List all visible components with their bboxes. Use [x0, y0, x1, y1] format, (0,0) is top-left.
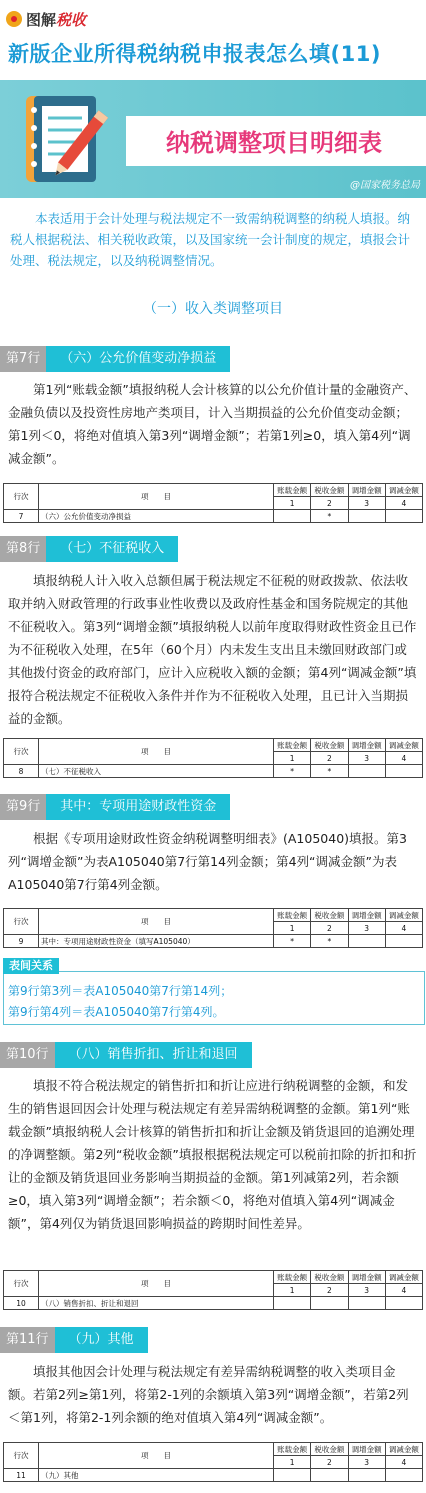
table-header-ord: 行次: [4, 739, 39, 765]
table-cell-item: （七）不征税收入: [39, 765, 274, 778]
row-11-table: [3, 1442, 423, 1482]
row-11-heading: [0, 1327, 148, 1353]
table-col-num: 3: [348, 497, 385, 510]
row-9-heading: [0, 794, 230, 820]
row-11-description: 填报其他因会计处理与税法规定有差异需纳税调整的收入类项目金额。若第2列≥第1列，将第2-1列的余额填入第3列“调增金额”，若第2列＜第1列，将第2-1列余额的绝对值填入第4列“调减金额”。: [8, 1364, 409, 1425]
table-cell: [274, 510, 311, 523]
relation-line-1: 第9行第3列＝表A105040第7行第14列；: [8, 984, 233, 998]
table-cell: [274, 1297, 311, 1310]
table-col-num: 3: [348, 1284, 385, 1297]
table-cell: [348, 935, 385, 948]
table-row: [4, 1297, 423, 1310]
table-header-c4: 调减金额: [385, 1443, 422, 1456]
table-cell: [348, 510, 385, 523]
table-header-c1: 账载金额: [274, 909, 311, 922]
row-8-heading: [0, 536, 178, 562]
table-cell: *: [274, 765, 311, 778]
table-col-num: 2: [311, 922, 348, 935]
row-title: （六）公允价值变动净损益: [46, 346, 230, 372]
table-col-num: 4: [385, 1284, 422, 1297]
table-row: [4, 510, 423, 523]
notebook-pencil-icon: [20, 88, 116, 188]
table-header-item: 项 目: [39, 739, 274, 765]
table-col-num: 1: [274, 1456, 311, 1469]
row-number: 第8行: [0, 536, 46, 562]
table-header-c4: 调减金额: [385, 484, 422, 497]
brand-prefix: 图解: [26, 11, 57, 29]
banner-title: 纳税调整项目明细表: [166, 129, 382, 157]
table-row: [4, 1469, 423, 1482]
row-9-description: 根据《专项用途财政性资金纳税调整明细表》(A105040)填报。第3列“调增金额”为表A105040第7行第14列金额；第4列“调减金额”为表A105040第7行第4列金额。: [8, 831, 407, 892]
banner-title-panel: [126, 116, 426, 166]
banner: [0, 80, 426, 198]
table-header-c3: 调增金额: [348, 1271, 385, 1284]
table-cell-item: （八）销售折扣、折让和退回: [39, 1297, 274, 1310]
row-number: 第11行: [0, 1327, 55, 1353]
table-cell-ord: 7: [4, 510, 39, 523]
table-header-c1: 账载金额: [274, 484, 311, 497]
table-cell: *: [311, 935, 348, 948]
table-col-num: 1: [274, 752, 311, 765]
table-header-item: 项 目: [39, 909, 274, 935]
table-cell: [385, 935, 422, 948]
table-col-num: 3: [348, 752, 385, 765]
table-header-c2: 税收金额: [311, 484, 348, 497]
row-title: （九）其他: [55, 1327, 148, 1353]
brand-logo-icon: [6, 11, 22, 27]
table-header-c4: 调减金额: [385, 909, 422, 922]
table-col-num: 4: [385, 922, 422, 935]
table-header-c2: 税收金额: [311, 1271, 348, 1284]
table-header-c3: 调增金额: [348, 739, 385, 752]
table-header-item: 项 目: [39, 1271, 274, 1297]
table-header-c3: 调增金额: [348, 1443, 385, 1456]
table-header-c2: 税收金额: [311, 1443, 348, 1456]
brand-logo: [26, 9, 86, 30]
table-cell: [385, 765, 422, 778]
table-row: [4, 765, 423, 778]
brand-mark: 税收: [56, 11, 87, 29]
table-cell: [385, 1469, 422, 1482]
row-7-table: [3, 483, 423, 523]
banner-credit: @国家税务总局: [350, 180, 420, 191]
row-title: （八）销售折扣、折让和退回: [55, 1042, 252, 1068]
table-col-num: 3: [348, 1456, 385, 1469]
table-col-num: 2: [311, 497, 348, 510]
table-header-ord: 行次: [4, 1271, 39, 1297]
table-header-c3: 调增金额: [348, 909, 385, 922]
relation-line-2: 第9行第4列＝表A105040第7行第4列。: [8, 1005, 225, 1019]
table-cell: [348, 1469, 385, 1482]
table-cell-item: （六）公允价值变动净损益: [39, 510, 274, 523]
table-header-c3: 调增金额: [348, 484, 385, 497]
table-cell: [348, 765, 385, 778]
table-col-num: 2: [311, 1456, 348, 1469]
row-title: （七）不征税收入: [46, 536, 178, 562]
top-bar: [0, 0, 426, 36]
table-header-c4: 调减金额: [385, 739, 422, 752]
table-header-ord: 行次: [4, 909, 39, 935]
row-10-table: [3, 1270, 423, 1310]
table-cell: [385, 1297, 422, 1310]
table-header-item: 项 目: [39, 1443, 274, 1469]
page-title: 新版企业所得税纳税申报表怎么填(11): [8, 42, 381, 66]
intro-text: 本表适用于会计处理与税法规定不一致需纳税调整的纳税人填报。纳税人根据税法、相关税收政策，以及国家统一会计制度的规定，填报会计处理、税法规定，以及纳税调整情况。: [10, 211, 411, 268]
table-header-ord: 行次: [4, 1443, 39, 1469]
table-cell-item: 其中：专项用途财政性资金（填写A105040）: [39, 935, 274, 948]
table-cell: *: [274, 935, 311, 948]
table-header-item: 项 目: [39, 484, 274, 510]
row-number: 第9行: [0, 794, 46, 820]
table-col-num: 2: [311, 1284, 348, 1297]
row-number: 第10行: [0, 1042, 55, 1068]
table-header-ord: 行次: [4, 484, 39, 510]
table-header-c2: 税收金额: [311, 909, 348, 922]
table-header-c1: 账载金额: [274, 739, 311, 752]
table-header-c1: 账载金额: [274, 1443, 311, 1456]
table-cell: [274, 1469, 311, 1482]
table-col-num: 1: [274, 922, 311, 935]
table-col-num: 4: [385, 752, 422, 765]
table-row: [4, 935, 423, 948]
table-cell: [311, 1469, 348, 1482]
row-8-description: 填报纳税人计入收入总额但属于税法规定不征税的财政拨款、依法收取并纳入财政管理的行政事业性收费以及政府性基金和国务院规定的其他不征税收入。第3列“调增金额”填报纳税人以前年度取得财政性资金且已作为不征税收入处理，在5年（60个月）内未发生支出且未缴回财政部门或其他拨付资金的政府部门，应计入应税收入额的金额；第4列“调减金额”填报符合税法规定不征税收入条件并作为不征税收入处理，且已计入当期损益的金额。: [8, 573, 417, 726]
section-heading: （一）收入类调整项目: [143, 301, 283, 317]
table-header-c1: 账载金额: [274, 1271, 311, 1284]
table-col-num: 4: [385, 497, 422, 510]
table-cell-ord: 11: [4, 1469, 39, 1482]
row-8-table: [3, 738, 423, 778]
table-cell: [311, 1297, 348, 1310]
table-cell: [348, 1297, 385, 1310]
row-title: 其中：专项用途财政性资金: [46, 794, 230, 820]
table-col-num: 4: [385, 1456, 422, 1469]
table-cell-ord: 8: [4, 765, 39, 778]
row-10-description: 填报不符合税法规定的销售折扣和折让应进行纳税调整的金额，和发生的销售退回因会计处理与税法规定有差异需纳税调整的金额。第1列“账载金额”填报纳税人会计核算的销售折扣和折让金额及销货退回的追溯处理的净调整额。第2列“税收金额”填报根据税法规定可以税前扣除的折扣和折让的金额及销货退回业务影响当期损益的金额。第1列减第2列，若余额≥0，填入第3列“调增金额”；若余额＜0，将绝对值填入第4列“调减金额”，第4列仅为销货退回影响损益的跨期时间性差异。: [8, 1078, 417, 1231]
table-cell: *: [311, 510, 348, 523]
row-7-description: 第1列“账载金额”填报纳税人会计核算的以公允价值计量的金融资产、金融负债以及投资性房地产类项目，计入当期损益的公允价值变动金额；第1列＜0，将绝对值填入第3列“调增金额”；若第1列≥0，填入第4列“调减金额”。: [8, 382, 417, 466]
row-7-heading: [0, 346, 230, 372]
table-cell: *: [311, 765, 348, 778]
relation-tag: 表间关系: [3, 958, 59, 974]
table-cell-ord: 9: [4, 935, 39, 948]
table-col-num: 2: [311, 752, 348, 765]
table-cell-item: （九）其他: [39, 1469, 274, 1482]
row-10-heading: [0, 1042, 252, 1068]
table-header-c4: 调减金额: [385, 1271, 422, 1284]
table-col-num: 1: [274, 1284, 311, 1297]
table-col-num: 3: [348, 922, 385, 935]
row-9-table: [3, 908, 423, 948]
row-number: 第7行: [0, 346, 46, 372]
table-col-num: 1: [274, 497, 311, 510]
table-header-c2: 税收金额: [311, 739, 348, 752]
table-cell: [385, 510, 422, 523]
table-cell-ord: 10: [4, 1297, 39, 1310]
